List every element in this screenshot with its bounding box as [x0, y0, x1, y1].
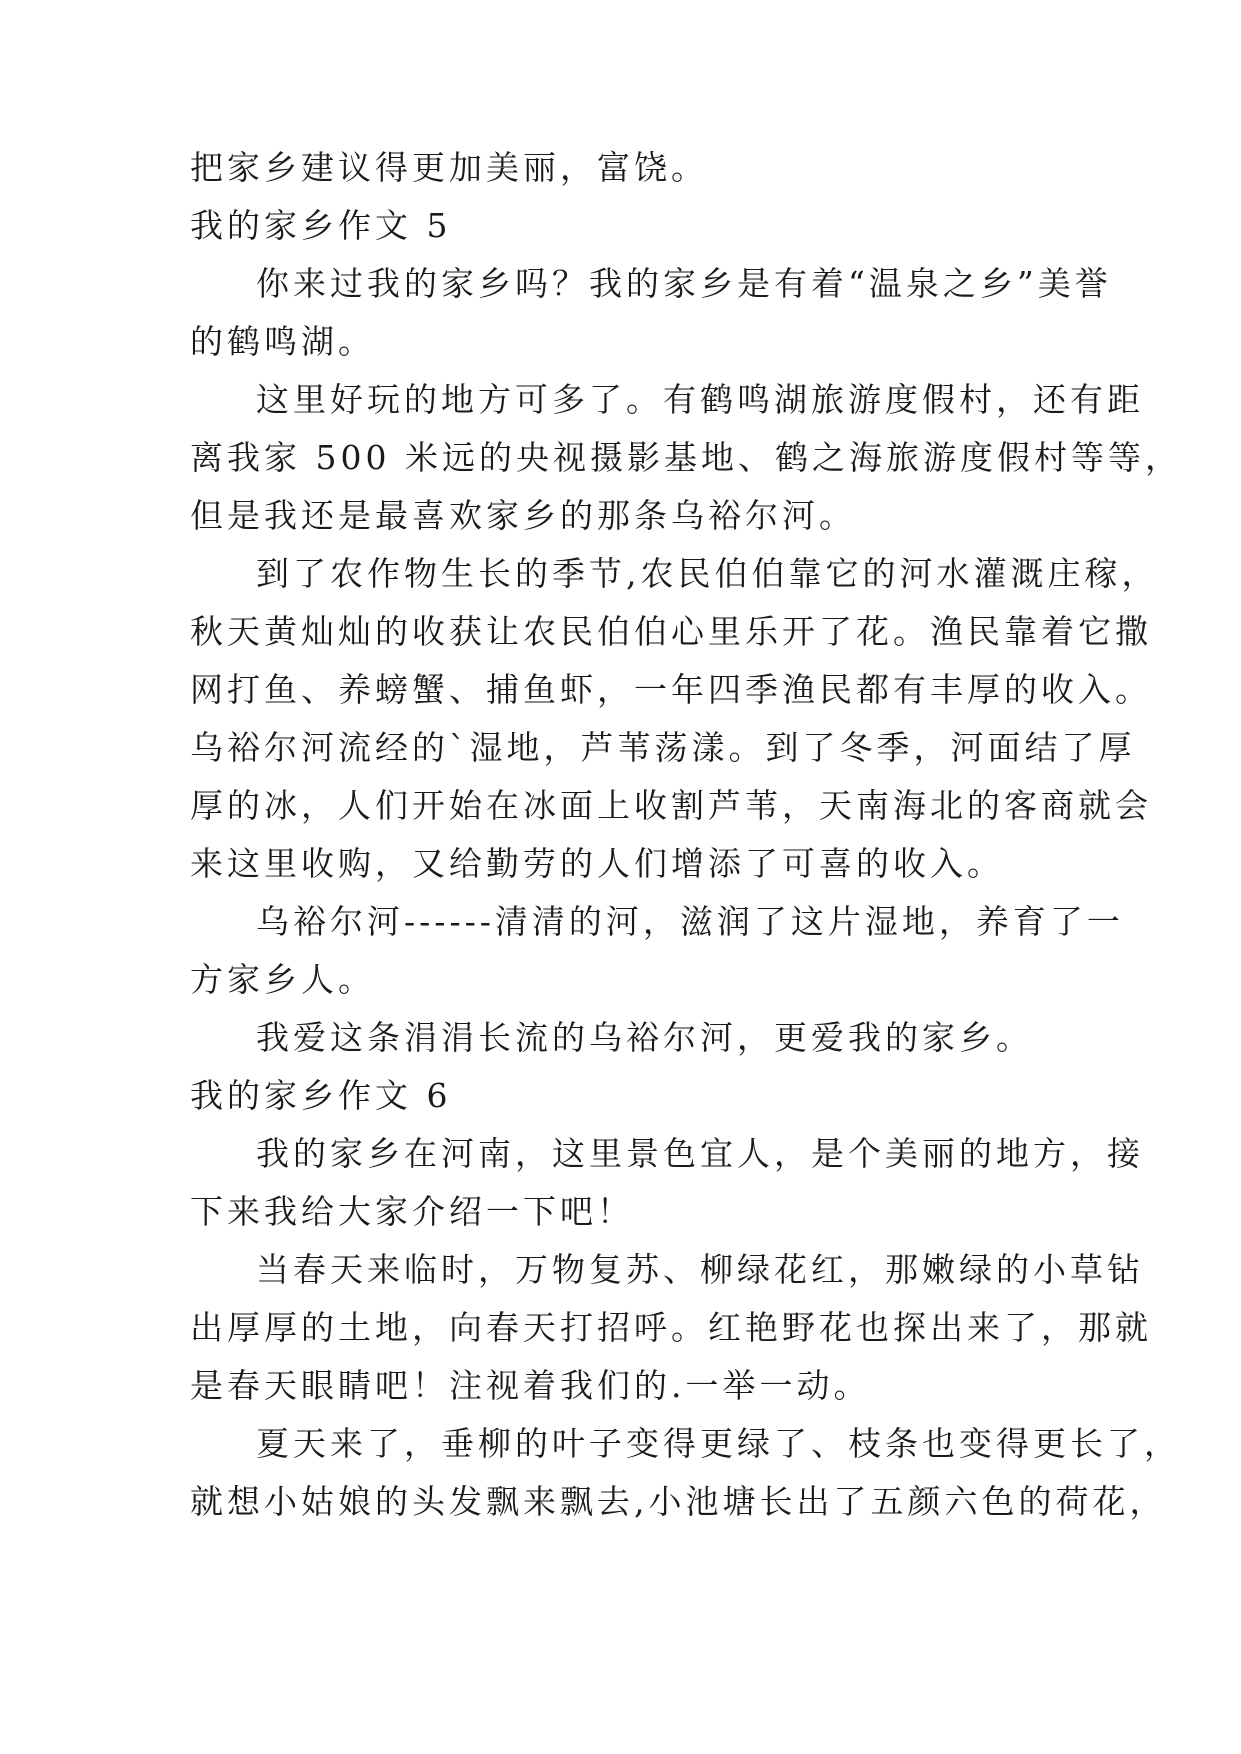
text-line: 下来我给大家介绍一下吧！: [190, 1192, 634, 1231]
text-line: 但是我还是最喜欢家乡的那条乌裕尔河。: [190, 496, 856, 535]
text-line: 离我家 500 米远的央视摄影基地、鹤之海旅游度假村等等，: [190, 438, 1182, 477]
text-line: 到了农作物生长的季节,农民伯伯靠它的河水灌溉庄稼，: [256, 554, 1159, 593]
text-line: 厚的冰，人们开始在冰面上收割芦苇，天南海北的客商就会: [190, 786, 1152, 825]
text-line: 的鹤鸣湖。: [190, 322, 375, 361]
text-line: 我的家乡在河南，这里景色宜人，是个美丽的地方，接: [256, 1134, 1144, 1173]
text-line: 来这里收购，又给勤劳的人们增添了可喜的收入。: [190, 844, 1004, 883]
text-line: 方家乡人。: [190, 960, 375, 999]
text-line: 网打鱼、养螃蟹、捕鱼虾，一年四季渔民都有丰厚的收入。: [190, 670, 1152, 709]
text-line: 这里好玩的地方可多了。有鹤鸣湖旅游度假村，还有距: [256, 380, 1144, 419]
text-line: 乌裕尔河------清清的河，滋润了这片湿地，养育了一: [256, 902, 1124, 941]
section-heading: 我的家乡作文 6: [190, 1076, 452, 1115]
text-line: 乌裕尔河流经的`湿地，芦苇荡漾。到了冬季，河面结了厚: [190, 728, 1136, 767]
text-line: 是春天眼睛吧！注视着我们的.一举一动。: [190, 1366, 871, 1405]
text-line: 我爱这条涓涓长流的乌裕尔河，更爱我的家乡。: [256, 1018, 1033, 1057]
text-line: 就想小姑娘的头发飘来飘去,小池塘长出了五颜六色的荷花，: [190, 1482, 1167, 1521]
section-heading: 我的家乡作文 5: [190, 206, 452, 245]
text-line: 当春天来临时，万物复苏、柳绿花红，那嫩绿的小草钻: [256, 1250, 1144, 1289]
text-line: 夏天来了，垂柳的叶子变得更绿了、枝条也变得更长了，: [256, 1424, 1181, 1463]
text-line: 你来过我的家乡吗？我的家乡是有着“温泉之乡”美誉: [256, 264, 1112, 303]
text-line: 秋天黄灿灿的收获让农民伯伯心里乐开了花。渔民靠着它撒: [190, 612, 1152, 651]
text-line: 把家乡建议得更加美丽，富饶。: [190, 148, 708, 187]
text-line: 出厚厚的土地，向春天打招呼。红艳野花也探出来了，那就: [190, 1308, 1152, 1347]
